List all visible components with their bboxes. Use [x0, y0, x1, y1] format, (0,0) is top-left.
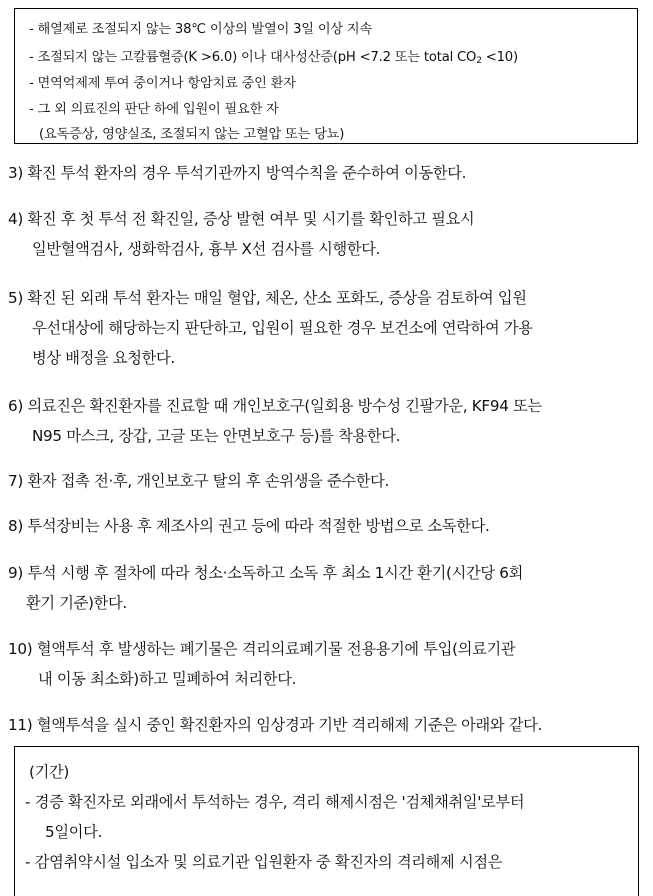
item-number: 6) — [8, 397, 23, 415]
item-text-line3: 병상 배정을 요청한다. — [32, 349, 175, 367]
item-text: 확진 투석 환자의 경우 투석기관까지 방역수칙을 준수하여 이동한다. — [27, 164, 467, 182]
item-5 — [8, 283, 639, 373]
item-11 — [8, 710, 639, 740]
release-line-vulnerable: - 감염취약시설 입소자 및 의료기관 입원환자 중 확진자의 격리해제 시점은 — [25, 853, 503, 871]
item-number: 9) — [8, 564, 23, 582]
item-number: 8) — [8, 517, 23, 535]
hospitalization-criteria-box — [14, 8, 638, 144]
criteria-line-clinician-judgment: - 그 외 의료진의 판단 하에 입원이 필요한 자 — [29, 102, 279, 117]
item-text-line2: 내 이동 최소화)하고 밀폐하여 처리한다. — [38, 670, 297, 688]
item-6 — [8, 391, 639, 451]
period-heading: (기간) — [29, 763, 69, 781]
item-text-line1: 의료진은 확진환자를 진료할 때 개인보호구(일회용 방수성 긴팔가운, KF94 또는 — [27, 397, 542, 415]
item-number: 3) — [8, 164, 23, 182]
item-number: 7) — [8, 472, 23, 490]
item-number: 5) — [8, 289, 23, 307]
item-text-line1: 확진 된 외래 투석 환자는 매일 혈압, 체온, 산소 포화도, 증상을 검토하여 입원 — [27, 289, 527, 307]
item-9 — [8, 558, 639, 618]
item-number: 11) — [8, 716, 33, 734]
criteria-line-immunosuppressant: - 면역억제제 투여 중이거나 항암치료 중인 환자 — [29, 76, 296, 91]
isolation-release-box — [14, 746, 639, 896]
item-4 — [8, 204, 639, 264]
item-7 — [8, 466, 639, 496]
item-text-line2: 우선대상에 해당하는지 판단하고, 입원이 필요한 경우 보건소에 연락하여 가용 — [32, 319, 533, 337]
release-line-mild-2: 5일이다. — [45, 823, 103, 841]
item-text-line1: 혈액투석 후 발생하는 폐기물은 격리의료폐기물 전용용기에 투입(의료기관 — [36, 640, 516, 658]
criteria-line-examples: (요독증상, 영양실조, 조절되지 않는 고혈압 또는 당뇨) — [39, 127, 345, 142]
item-text-line2: 환기 기준)한다. — [26, 594, 127, 612]
item-number: 10) — [8, 640, 33, 658]
criteria-line-hyperkalemia: - 조절되지 않는 고칼륨혈증(K >6.0) 이나 대사성산증(pH <7.2 또는 total $CO_2 <10$) — [29, 50, 518, 66]
item-text: 환자 접촉 전·후, 개인보호구 탈의 후 손위생을 준수한다. — [27, 472, 389, 490]
item-text-line1: 투석 시행 후 절차에 따라 청소·소독하고 소독 후 최소 1시간 환기(시간당 6회 — [27, 564, 523, 582]
item-text-line2: N95 마스크, 장갑, 고글 또는 안면보호구 등)를 착용한다. — [32, 427, 401, 445]
release-line-mild-1: - 경증 확진자로 외래에서 투석하는 경우, 격리 해제시점은 '검체채취일'로부터 — [25, 793, 525, 811]
item-8 — [8, 511, 639, 541]
item-text: 혈액투석을 실시 중인 확진환자의 임상경과 기반 격리해제 기준은 아래와 같다. — [36, 716, 543, 734]
criteria-line-fever: - 해열제로 조절되지 않는 38℃ 이상의 발열이 3일 이상 지속 — [29, 22, 372, 37]
item-text-line1: 확진 후 첫 투석 전 확진일, 증상 발현 여부 및 시기를 확인하고 필요시 — [27, 210, 475, 228]
item-number: 4) — [8, 210, 23, 228]
item-10 — [8, 634, 639, 694]
item-text: 투석장비는 사용 후 제조사의 권고 등에 따라 적절한 방법으로 소독한다. — [27, 517, 490, 535]
item-3 — [8, 158, 639, 188]
item-text-line2: 일반혈액검사, 생화학검사, 흉부 X선 검사를 시행한다. — [32, 240, 381, 258]
